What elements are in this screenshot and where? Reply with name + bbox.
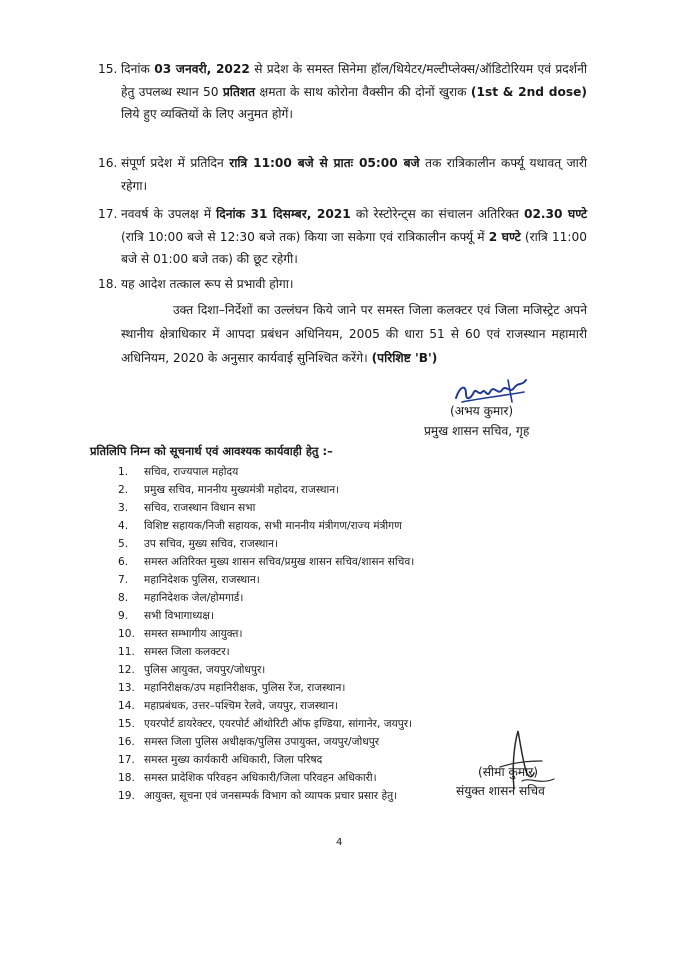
cc-list-item (118, 607, 588, 625)
bold-text-segment: रात्रि 11:00 बजे से प्रातः 05:00 बजे (229, 156, 420, 170)
point-16 (98, 152, 587, 197)
cc-item-number: 13. (118, 682, 135, 694)
bold-text-segment: 02.30 घण्टे (523, 207, 588, 221)
cc-item-number: 14. (118, 700, 135, 712)
cc-item-text: समस्त अतिरिक्त मुख्य शासन सचिव/प्रमुख शासन सचिव/शासन सचिव। (144, 556, 415, 568)
cc-item-number: 8. (118, 592, 129, 604)
cc-item-text: महाप्रबंधक, उत्तर–पश्चिम रेलवे, जयपुर, राजस्थान। (144, 700, 339, 712)
signatory-designation: प्रमुख शासन सचिव, गृह (424, 424, 530, 438)
cc-item-number: 1. (118, 466, 129, 478)
signatory-name: (सीमा कुमार) (478, 765, 539, 779)
point-number: 15. (98, 62, 118, 76)
cc-item-text: आयुक्त, सूचना एवं जनसम्पर्क विभाग को व्यापक प्रचार प्रसार हेतु। (144, 790, 398, 802)
cc-list-item (118, 463, 588, 481)
cc-item-number: 10. (118, 628, 135, 640)
text-segment: तक रात्रिकालीन कर्फ्यू यथावत् जारी रहेगा। (121, 156, 587, 193)
closing-paragraph (121, 298, 587, 370)
cc-item-text: पुलिस आयुक्त, जयपुर/जोधपुर। (144, 664, 266, 676)
text-segment: लिये हुए व्यक्तियों के लिए अनुमत होगें। (121, 107, 293, 121)
point-15 (98, 58, 587, 126)
text-segment: नववर्ष के उपलक्ष में (121, 207, 217, 221)
cc-list-item (118, 481, 588, 499)
cc-item-text: सभी विभागाध्यक्ष। (144, 610, 214, 622)
cc-item-text: महानिरीक्षक/उप महानिरीक्षक, पुलिस रेंज, राजस्थान। (144, 682, 346, 694)
point-number: 18. (98, 277, 118, 291)
cc-item-number: 6. (118, 556, 129, 568)
point-17 (98, 203, 588, 271)
cc-heading: प्रतिलिपि निम्न को सूचनार्थ एवं आवश्यक कार्यवाही हेतु :– (90, 444, 333, 458)
cc-item-text: विशिष्ट सहायक/निजी सहायक, सभी माननीय मंत्रीगण/राज्य मंत्रीगण (144, 520, 402, 532)
cc-item-number: 17. (118, 754, 135, 766)
point-text (121, 277, 294, 291)
point-text (121, 156, 587, 193)
cc-list-item (118, 571, 588, 589)
text-segment: दिनांक (121, 62, 155, 76)
cc-item-number: 2. (118, 484, 129, 496)
cc-item-text: उप सचिव, मुख्य सचिव, राजस्थान। (144, 538, 279, 550)
bold-text-segment: 03 जनवरी, 2022 (154, 62, 250, 76)
cc-item-text: समस्त जिला कलक्टर। (144, 646, 230, 658)
point-number: 16. (98, 156, 118, 170)
cc-list-item (118, 553, 588, 571)
cc-item-text: समस्त जिला पुलिस अधीक्षक/पुलिस उपायुक्त, जयपुर/जोधपुर (144, 736, 380, 748)
cc-item-text: समस्त प्रादेशिक परिवहन अधिकारी/जिला परिवहन अधिकारी। (144, 772, 377, 784)
cc-item-number: 4. (118, 520, 129, 532)
cc-list-item (118, 535, 588, 553)
cc-item-number: 9. (118, 610, 129, 622)
cc-item-number: 5. (118, 538, 129, 550)
cc-list-item (118, 589, 588, 607)
text-segment: (रात्रि 10:00 बजे से 12:30 बजे तक) किया जा सकेगा एवं रात्रिकालीन कर्फ्यू में (121, 229, 489, 244)
page-number: 4 (336, 837, 343, 848)
point-number: 17. (98, 207, 118, 221)
text-segment: क्षमता के साथ कोरोना वैक्सीन की दोनों खुराक (255, 84, 471, 99)
text-segment: से प्रदेश के समस्त सिनेमा हॉल/थियेटर/मल्टीप्लेक्स/ऑडिटोरियम एवं प्रदर्शनी हेतु उपलब्ध स्थान 50 (121, 62, 587, 99)
cc-item-text: महानिदेशक जेल/होमगार्ड। (144, 592, 244, 604)
signatory-1 (424, 402, 530, 439)
cc-item-text: सचिव, राजस्थान विधान सभा (144, 502, 256, 514)
appendix-reference: (परिशिष्ट 'B') (371, 351, 438, 365)
bold-text-segment: (1st & 2nd dose) (470, 84, 587, 99)
signatory-2 (456, 763, 545, 799)
cc-item-number: 12. (118, 664, 135, 676)
cc-item-text: एयरपोर्ट डायरेक्टर, एयरपोर्ट ऑथोरिटी ऑफ इण्डिया, सांगानेर, जयपुर। (144, 718, 413, 730)
cc-item-number: 16. (118, 736, 135, 748)
cc-item-text: महानिदेशक पुलिस, राजस्थान। (144, 574, 260, 586)
cc-item-number: 15. (118, 718, 135, 730)
cc-list-item (118, 643, 588, 661)
cc-item-number: 3. (118, 502, 129, 514)
bold-text-segment: 2 घण्टे (488, 229, 521, 244)
cc-item-text: सचिव, राज्यपाल महोदय (144, 466, 239, 478)
point-text (121, 62, 587, 121)
cc-item-number: 11. (118, 646, 135, 658)
closing-text: उक्त दिशा–निर्देशों का उल्लंघन किये जाने पर समस्त जिला कलक्टर एवं जिला मजिस्ट्रेट अपने स्थानीय क्षेत्राधिकार में आपदा प्रबंधन अधिनियम, 2005 की धारा 51 से 60 एवं राजस्थान महामारी अधिनियम, 2020 के अनुसार कार्यवाई सुनिश्चित करेंगे। (121, 303, 587, 365)
point-text (121, 207, 587, 266)
cc-list-item (118, 499, 588, 517)
cc-list-item (118, 661, 588, 679)
cc-item-text: समस्त सम्भागीय आयुक्त। (144, 628, 243, 640)
cc-list-item (118, 679, 588, 697)
text-segment: को रेस्टोरेन्ट्स का संचालन अतिरिक्त (350, 207, 524, 221)
cc-item-number: 19. (118, 790, 135, 802)
text-segment: यह आदेश तत्काल रूप से प्रभावी होगा। (121, 277, 294, 291)
signatory-designation: संयुक्त शासन सचिव (456, 784, 545, 798)
bold-text-segment: दिनांक 31 दिसम्बर, 2021 (216, 207, 351, 221)
signatory-name: (अभय कुमार) (450, 404, 514, 418)
cc-list-item (118, 625, 588, 643)
cc-item-number: 7. (118, 574, 129, 586)
cc-item-text: प्रमुख सचिव, माननीय मुख्यमंत्री महोदय, राजस्थान। (144, 484, 340, 496)
text-segment: संपूर्ण प्रदेश में प्रतिदिन (121, 156, 230, 170)
cc-item-number: 18. (118, 772, 135, 784)
bold-text-segment: प्रतिशत (222, 84, 256, 99)
point-18 (98, 273, 587, 296)
cc-list-item (118, 697, 588, 715)
cc-item-text: समस्त मुख्य कार्यकारी अधिकारी, जिला परिषद (144, 754, 323, 766)
text-segment: (रात्रि 11:00 बजे से 01:00 बजे तक) की छूट रहेगी। (121, 229, 587, 266)
cc-list-item (118, 517, 588, 535)
